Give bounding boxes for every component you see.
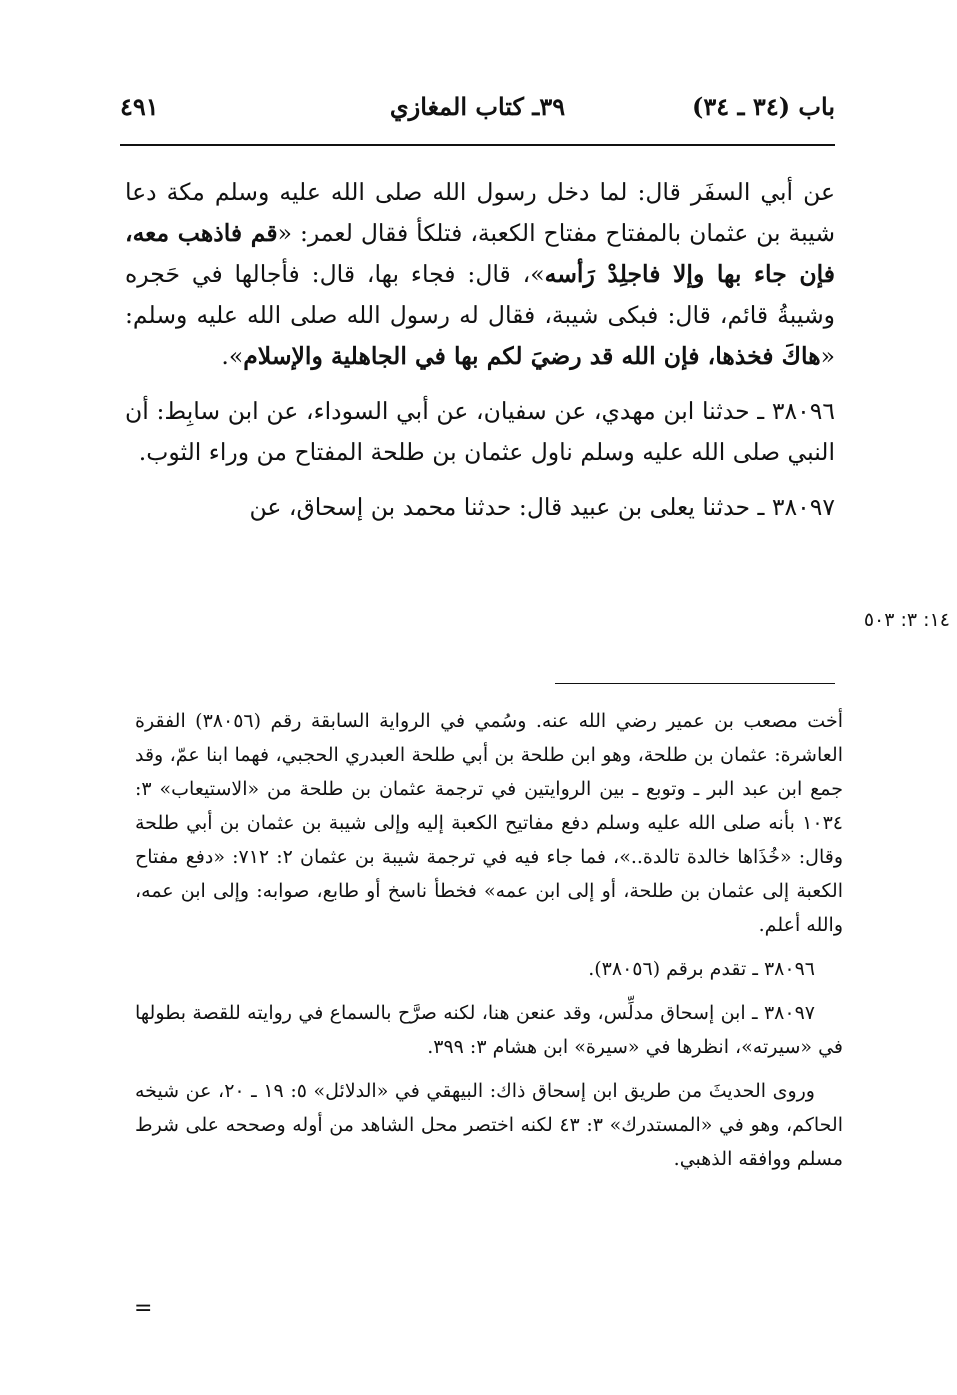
hadith-38097: ٣٨٠٩٧ ـ حدثنا يعلى بن عبيد قال: حدثنا محمد بن إسحاق، عن [249, 493, 835, 521]
footnote-38097-cont: وروى الحديثَ من طريق ابن إسحاق ذاك: البيهقي في «الدلائل» ٥: ١٩ ـ ٢٠، عن شيخه الحاكم، وهو في «المستدرك» ٣: ٤٣ لكنه اختصر محل الشاهد من أوله وصححه على شرط مسلم ووافقه الذهبي. [135, 1080, 843, 1170]
prophetic-quote: هاكَ فخذها، فإن الله قد رضيَ لكم بها في الجاهلية والإسلام [243, 342, 821, 370]
footnote-divider [555, 683, 835, 684]
header-book-title: ٣٩ـ كتاب المغازي [389, 92, 566, 121]
footnote-1: أخت مصعب بن عمير رضي الله عنه. وسُمي في الرواية السابقة رقم (٣٨٠٥٦) الفقرة العاشرة: عثمان بن طلحة، وهو ابن طلحة بن أبي طلحة العبدري الحجبي، فهما ابنا عمّ، وقد جمع ابن عبد البر ـ وتوبع ـ بين الروايتين في ترجمة عثمان بن طلحة من «الاستيعاب» ٣: ١٠٣٤ بأنه صلى الله عليه وسلم دفع مفاتيح الكعبة إليه وإلى شيبة بن عثمان بن أبي طلحة وقال: «خُذَاها خالدة تالدة..»، فما جاء فيه في ترجمة شيبة بن عثمان ٢: ٧١٢: «دفع مفتاح الكعبة إلى عثمان بن طلحة، أو إلى ابن عمه» فخطأ ناسخ أو طابع، صوابه: وإلى ابن عمه، والله أعلم. [135, 710, 843, 936]
hadith-text: »، قال: فجاء بها، قال: فأجالها في حَجره وشيبةُ قائم، قال: فبكى شيبة، فقال له رسول الله صلى الله عليه وسلم: « [125, 260, 835, 370]
hadith-paragraph-1 [125, 172, 835, 377]
header-divider [120, 144, 835, 146]
hadith-text: ». [221, 342, 244, 370]
header-page-number: ٤٩١ [120, 92, 159, 121]
hadith-text: عن أبي السفَر قال: لما دخل رسول الله صلى الله عليه وسلم مكة دعا شيبة بن عثمان بالمفتاح مفتاح الكعبة، فتلكأ فقال لعمر: « [125, 178, 836, 247]
continuation-mark: = [134, 1296, 153, 1321]
footnote-38097: ٣٨٠٩٧ ـ ابن إسحاق مدلِّس، وقد عنعن هنا، لكنه صرَّح بالسماع في روايته للقصة بطولها في «سيرته»، انظرها في «سيرة» ابن هشام ٣: ٣٩٩. [135, 1002, 843, 1058]
footnotes [135, 704, 843, 1186]
main-text [125, 172, 835, 542]
hadith-38096: ٣٨٠٩٦ ـ حدثنا ابن مهدي، عن سفيان، عن أبي السوداء، عن ابن سابِط: أن النبي صلى الله عليه وسلم ناول عثمان بن طلحة المفتاح من وراء الثوب. [125, 397, 835, 466]
prophetic-quote: قم فاذهب معه، فإن جاء بها وإلا فاجلِدْ رَأسه [125, 219, 835, 288]
margin-edition-reference: ١٤: ٣: ٥٠٣ [863, 609, 950, 631]
header-chapter-ref: باب (٣٤ ـ ٣٤) [692, 92, 835, 121]
running-header [120, 92, 835, 138]
footnote-38096: ٣٨٠٩٦ ـ تقدم برقم (٣٨٠٥٦). [588, 958, 815, 980]
